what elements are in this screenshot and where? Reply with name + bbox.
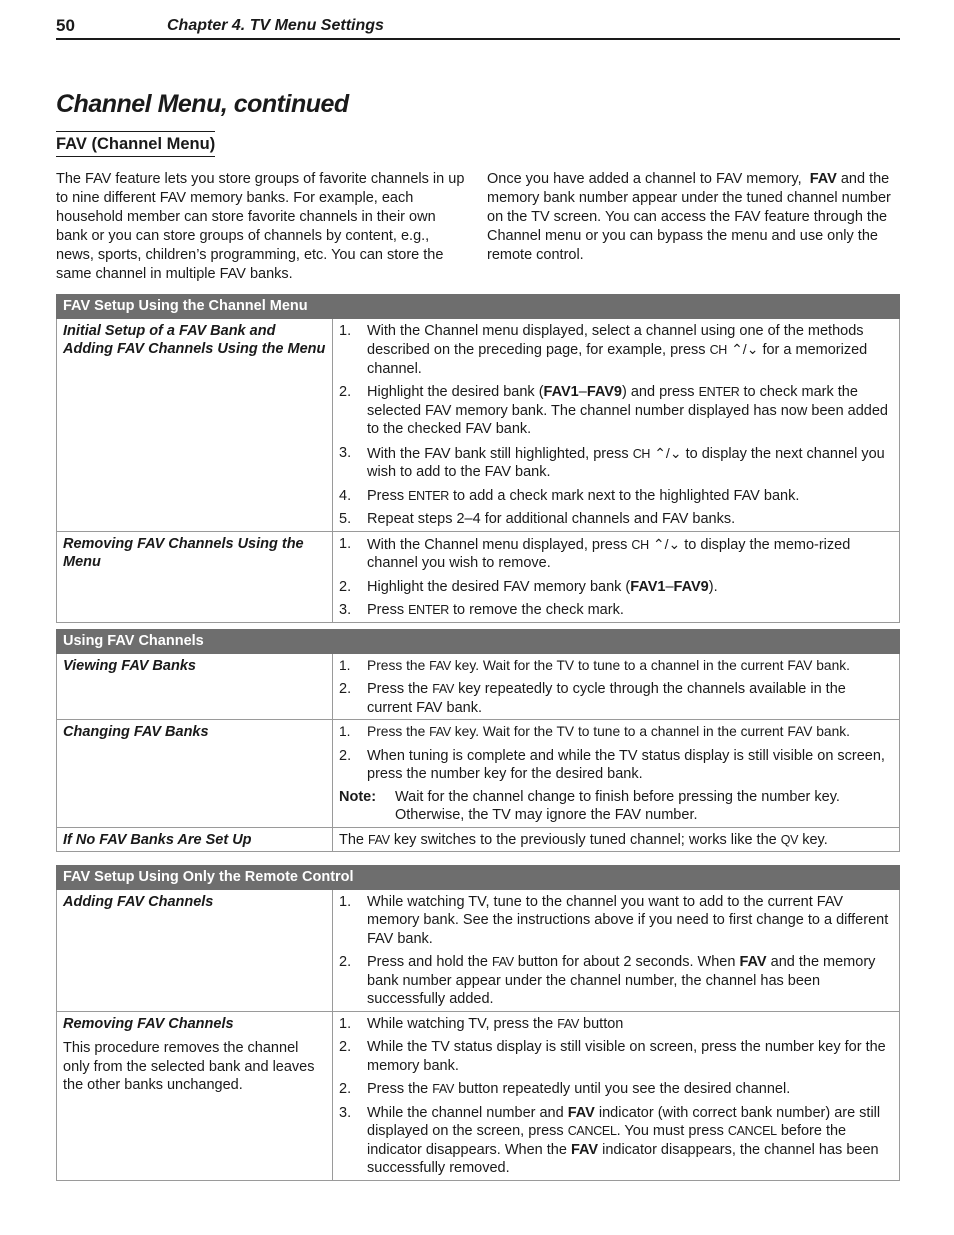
chapter-title: Chapter 4. TV Menu Settings <box>167 17 384 34</box>
note <box>339 788 893 825</box>
row-label: If No FAV Banks Are Set Up <box>57 827 333 852</box>
list-item: 1. Press the FAV key. Wait for the TV to tune to a channel in the current FAV bank. <box>339 657 850 673</box>
list-item: 5. Repeat steps 2–4 for additional channels and FAV banks. <box>339 511 736 527</box>
table-row <box>57 653 900 720</box>
row-steps <box>333 653 900 720</box>
note-label: Note: <box>339 788 377 805</box>
list-item: 2. Highlight the desired bank (FAV1–FAV9) and press ENTER to check mark the selected FAV memory bank. The channel number displayed has now been added to the checked FAV bank. <box>339 384 888 437</box>
row-label: Removing FAV Channels <box>63 1015 234 1032</box>
section-title: FAV (Channel Menu) <box>56 131 215 157</box>
table-fav-setup-channel-menu <box>56 294 900 623</box>
table-row <box>57 720 900 828</box>
list-item: 2. Highlight the desired FAV memory bank (FAV1–FAV9). <box>339 578 718 595</box>
table-header: Using FAV Channels <box>57 630 900 654</box>
row-description: This procedure removes the channel only from the selected bank and leaves the other banks unchanged. <box>63 1040 315 1093</box>
list-item: 1. Press the FAV key. Wait for the TV to tune to a channel in the current FAV bank. <box>339 724 850 739</box>
intro-paragraph-left: The FAV feature lets you store groups of favorite channels in up to nine different FAV memory banks. For example, each household member can store favorite channels in their own bank or you can store groups of channels by content, e.g., news, sports, children’s programming, etc. You can store the same channel in multiple FAV banks. <box>56 171 465 282</box>
table-fav-setup-remote <box>56 865 900 1181</box>
intro-paragraph-right: Once you have added a channel to FAV memory, FAV and the memory bank number appear under the tuned channel number on the TV screen. You can access the FAV feature through the Channel menu or you can bypass the menu and use only the remote control. <box>487 171 891 263</box>
list-item: 2. While the TV status display is still visible on screen, press the number key for the memory bank. <box>339 1039 886 1074</box>
list-item: 2. Press the FAV key repeatedly to cycle through the channels available in the current FAV bank. <box>339 681 846 716</box>
row-label: Initial Setup of a FAV Bank and Adding FAV Channels Using the Menu <box>57 318 333 531</box>
page-number: 50 <box>56 16 75 35</box>
row-label: Changing FAV Banks <box>57 720 333 828</box>
row-steps <box>333 531 900 622</box>
row-label: Adding FAV Channels <box>57 889 333 1011</box>
row-label-block <box>57 1011 333 1180</box>
table-header: FAV Setup Using the Channel Menu <box>57 295 900 319</box>
list-item: 1. With the Channel menu displayed, select a channel using one of the methods described on the preceding page, for example, press CH ⌃/⌄ for a memorized channel. <box>339 322 868 377</box>
row-steps <box>333 720 900 828</box>
note-text: Wait for the channel change to finish before pressing the number key. Otherwise, the TV may ignore the FAV number. <box>395 788 840 823</box>
row-label: Removing FAV Channels Using the Menu <box>57 531 333 622</box>
table-row <box>57 531 900 622</box>
row-steps <box>333 889 900 1011</box>
list-item: 1. While watching TV, press the FAV button <box>339 1015 624 1032</box>
table-row <box>57 1011 900 1180</box>
list-item: 4. Press ENTER to add a check mark next to the highlighted FAV bank. <box>339 487 800 504</box>
row-steps <box>333 1011 900 1180</box>
row-label: Viewing FAV Banks <box>57 653 333 720</box>
page-title: Channel Menu, continued <box>56 90 349 118</box>
page-header <box>56 14 900 40</box>
table-header: FAV Setup Using Only the Remote Control <box>57 866 900 890</box>
list-item: 1. With the Channel menu displayed, press CH ⌃/⌄ to display the memo-rized channel you wish to remove. <box>339 535 851 571</box>
row-text: The FAV key switches to the previously tuned channel; works like the QV key. <box>333 827 900 852</box>
table-row <box>57 889 900 1011</box>
row-steps <box>333 318 900 531</box>
list-item: 2. When tuning is complete and while the TV status display is still visible on screen, press the number key for the desired bank. <box>339 747 885 782</box>
list-item: 2. Press the FAV button repeatedly until you see the desired channel. <box>339 1081 791 1097</box>
list-item: 2. Press and hold the FAV button for about 2 seconds. When FAV and the memory bank number appear under the channel number, the channel has been successfully added. <box>339 954 876 1007</box>
table-row <box>57 318 900 531</box>
table-using-fav-channels <box>56 629 900 852</box>
list-item: 1. While watching TV, tune to the channel you want to add to the current FAV memory bank. See the instructions above if you need to first change to a different FAV bank. <box>339 893 889 947</box>
table-row <box>57 827 900 852</box>
list-item: 3. Press ENTER to remove the check mark. <box>339 602 624 618</box>
list-item: 3. With the FAV bank still highlighted, press CH ⌃/⌄ to display the next channel you wish to add to the FAV bank. <box>339 444 885 480</box>
list-item: 3. While the channel number and FAV indicator (with correct bank number) are still displayed on the screen, press CANCEL. You must press CANCEL before the indicator disappears. When the FAV indicator disappears, the channel has been successfully removed. <box>339 1104 881 1176</box>
